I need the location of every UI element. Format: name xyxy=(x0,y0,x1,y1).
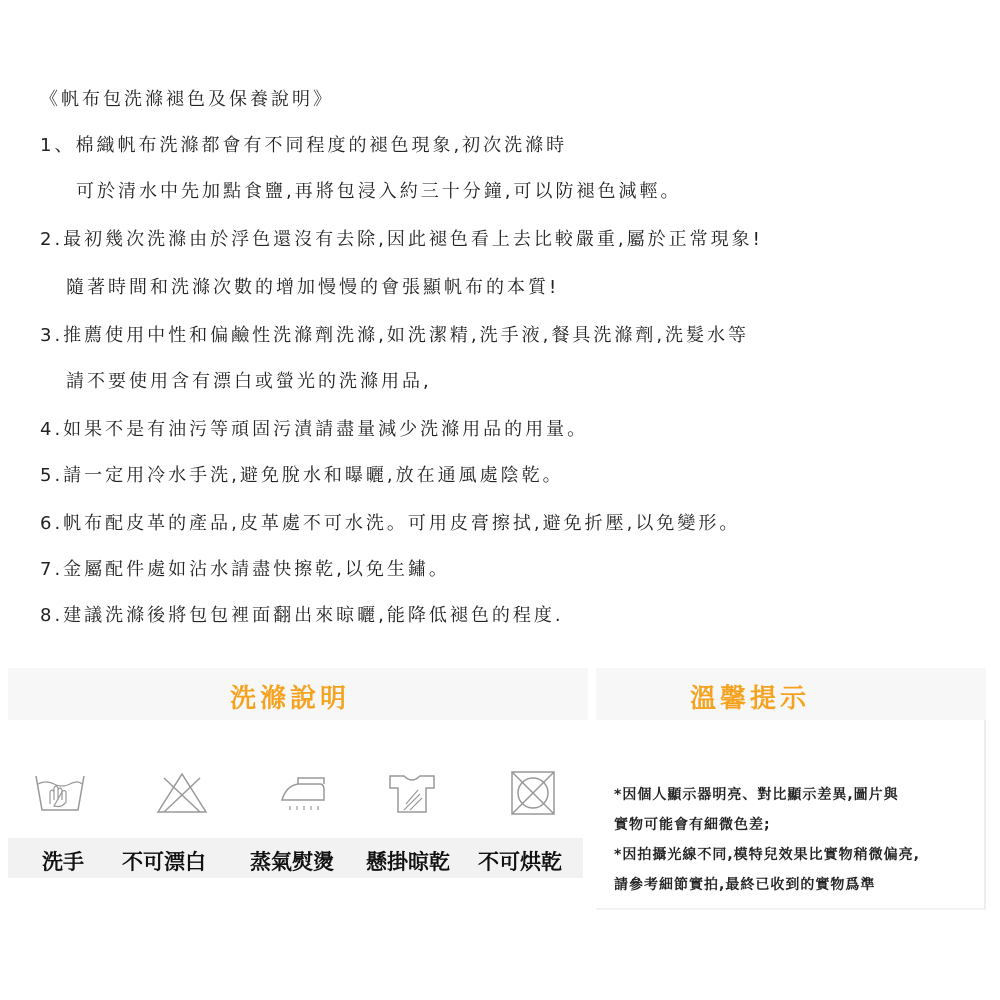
instruction-line-4: 4.如果不是有油污等頑固污漬請盡量減少洗滌用品的用量。 xyxy=(40,419,589,440)
wash-panel-header xyxy=(8,668,588,720)
instruction-line-1b: 可於清水中先加點食鹽,再將包浸入約三十分鐘,可以防褪色減輕。 xyxy=(76,181,682,202)
care-labels-bar xyxy=(8,838,583,878)
instruction-line-7: 7.金屬配件處如沾水請盡快擦乾,以免生鏽。 xyxy=(40,559,450,580)
tip-line-2: 實物可能會有細微色差; xyxy=(614,817,771,833)
tips-panel-header xyxy=(596,668,986,720)
care-icons-row xyxy=(8,770,588,820)
steam-iron-icon xyxy=(276,770,332,816)
no-bleach-icon xyxy=(154,770,210,816)
care-label-no-bleach: 不可漂白 xyxy=(122,850,206,874)
tips-panel-title: 溫馨提示 xyxy=(690,684,811,714)
instruction-line-2: 2.最初幾次洗滌由於浮色還沒有去除,因此褪色看上去比較嚴重,屬於正常現象! xyxy=(40,229,763,250)
wash-panel-title: 洗滌說明 xyxy=(230,684,351,714)
care-label-hand-wash: 洗手 xyxy=(42,850,84,874)
instruction-line-1: 1、棉織帆布洗滌都會有不同程度的褪色現象,初次洗滌時 xyxy=(40,135,568,156)
care-label-hang-dry: 懸掛晾乾 xyxy=(366,850,450,874)
hand-wash-icon xyxy=(32,770,88,816)
tip-line-4: 請參考細節實拍,最終已收到的實物爲準 xyxy=(614,877,876,893)
instruction-line-8: 8.建議洗滌後將包包裡面翻出來晾曬,能降低褪色的程度. xyxy=(40,605,564,626)
instruction-line-3: 3.推薦使用中性和偏鹼性洗滌劑洗滌,如洗潔精,洗手液,餐具洗滌劑,洗髮水等 xyxy=(40,325,750,346)
instruction-line-6: 6.帆布配皮革的產品,皮革處不可水洗。可用皮膏擦拭,避免折壓,以免變形。 xyxy=(40,513,741,534)
instruction-line-5: 5.請一定用冷水手洗,避免脫水和曝曬,放在通風處陰乾。 xyxy=(40,465,564,486)
instruction-line-2b: 隨著時間和洗滌次數的增加慢慢的會張顯帆布的本質! xyxy=(66,277,560,298)
tip-line-1: *因個人顯示器明亮、對比顯示差異,圖片與 xyxy=(614,787,899,803)
instruction-line-3b: 請不要使用含有漂白或螢光的洗滌用品, xyxy=(66,371,432,392)
care-label-steam-iron: 蒸氣熨燙 xyxy=(250,850,334,874)
care-label-no-tumble-dry: 不可烘乾 xyxy=(478,850,562,874)
no-tumble-dry-icon xyxy=(506,770,562,816)
tip-line-3: *因拍攝光線不同,模特兒效果比實物稍微偏亮, xyxy=(614,847,920,863)
hang-dry-icon xyxy=(384,770,440,816)
instructions-title: 《帆布包洗滌褪色及保養說明》 xyxy=(40,89,334,110)
